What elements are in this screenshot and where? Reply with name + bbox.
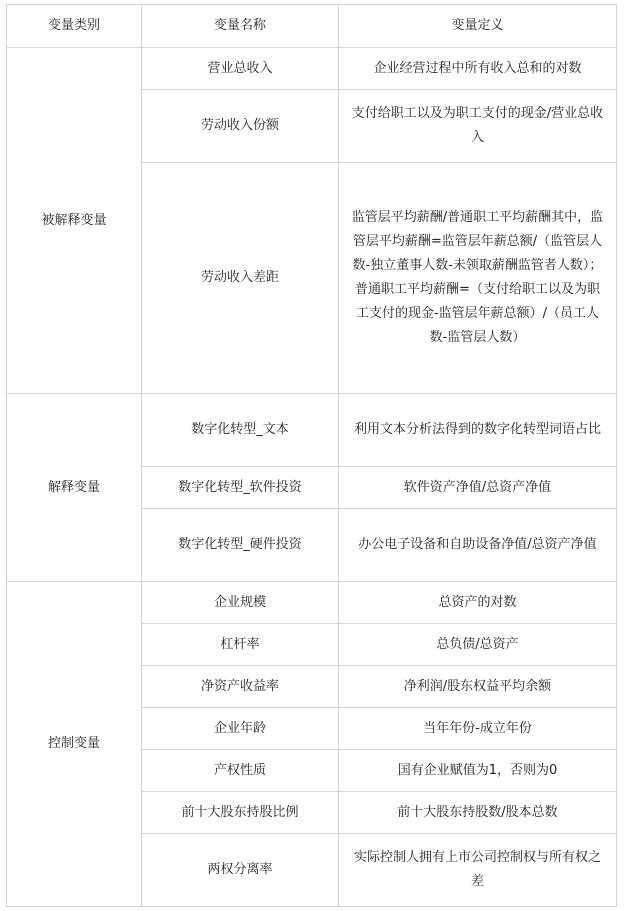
variable-definition-cell: 软件资产净值/总资产净值 [339,467,617,509]
variable-definition-cell: 总负债/总资产 [339,624,617,666]
variable-name-cell: 劳动收入份额 [142,90,339,163]
category-cell: 解释变量 [7,394,142,582]
header-category: 变量类别 [7,5,142,48]
variable-name-cell: 数字化转型_硬件投资 [142,509,339,582]
variable-name-cell: 数字化转型_文本 [142,394,339,467]
table-header-row [7,5,617,48]
header-definition: 变量定义 [339,5,617,48]
category-cell: 被解释变量 [7,48,142,394]
variable-name-cell: 企业年龄 [142,708,339,750]
variable-name-cell: 劳动收入差距 [142,163,339,394]
table-row [7,394,617,467]
variable-definition-table [6,4,617,907]
variable-definition-cell: 监管层平均薪酬/普通职工平均薪酬其中，监管层平均薪酬=监管层年薪总额/（监管层人数-独立董事人数-未领取薪酬监管者人数）；普通职工平均薪酬=（支付给职工以及为职工支付的现金-监管层年薪总额）/（员工人数-监管层人数） [339,163,617,394]
variable-definition-cell: 国有企业赋值为1，否则为0 [339,750,617,792]
variable-name-cell: 两权分离率 [142,834,339,907]
variable-definition-cell: 支付给职工以及为职工支付的现金/营业总收入 [339,90,617,163]
variable-name-cell: 企业规模 [142,582,339,624]
category-cell: 控制变量 [7,582,142,907]
variable-definition-cell: 利用文本分析法得到的数字化转型词语占比 [339,394,617,467]
variable-definition-cell: 前十大股东持股数/股本总数 [339,792,617,834]
variable-name-cell: 产权性质 [142,750,339,792]
variable-definition-cell: 实际控制人拥有上市公司控制权与所有权之差 [339,834,617,907]
variable-definition-cell: 净利润/股东权益平均余额 [339,666,617,708]
variable-name-cell: 营业总收入 [142,48,339,90]
variable-name-cell: 前十大股东持股比例 [142,792,339,834]
table-row [7,48,617,90]
variable-name-cell: 数字化转型_软件投资 [142,467,339,509]
variable-definition-cell: 总资产的对数 [339,582,617,624]
variable-name-cell: 净资产收益率 [142,666,339,708]
variable-definition-cell: 当年年份-成立年份 [339,708,617,750]
variable-definition-cell: 企业经营过程中所有收入总和的对数 [339,48,617,90]
header-name: 变量名称 [142,5,339,48]
table-row [7,582,617,624]
variable-definition-cell: 办公电子设备和自助设备净值/总资产净值 [339,509,617,582]
variable-name-cell: 杠杆率 [142,624,339,666]
